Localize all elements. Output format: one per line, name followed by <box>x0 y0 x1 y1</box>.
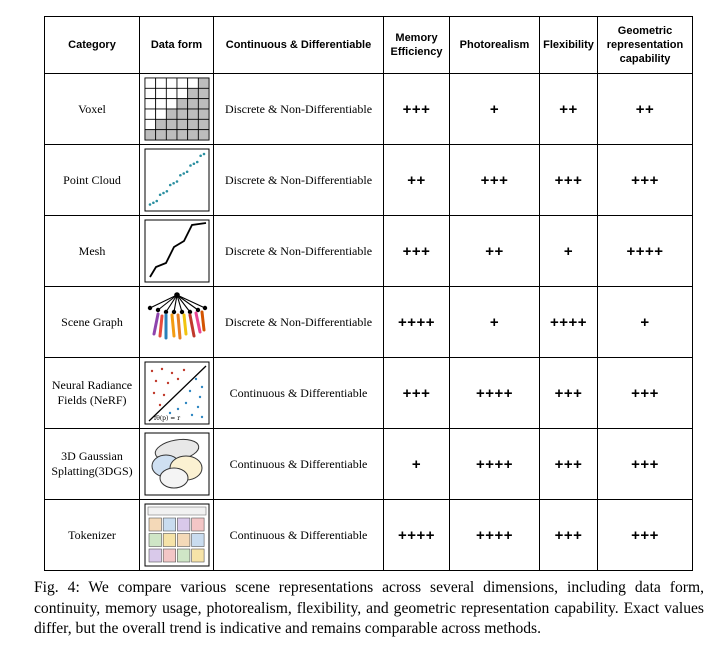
token-cell <box>191 534 204 547</box>
voxel-cell <box>155 78 166 88</box>
token-cell <box>163 534 176 547</box>
point-dot <box>199 154 202 157</box>
voxel-cell <box>198 78 209 88</box>
category-cell: Scene Graph <box>45 287 140 358</box>
header-category: Category <box>45 17 140 74</box>
voxel-cell <box>187 109 198 119</box>
memory-score: +++ <box>384 216 450 287</box>
voxel-cell <box>166 119 177 129</box>
token-cell <box>191 549 204 562</box>
voxel-cell <box>166 109 177 119</box>
header-geometric-line: Geometric <box>617 25 673 37</box>
voxel-cell <box>198 109 209 119</box>
voxel-cell <box>145 88 156 98</box>
voxel-cell <box>145 130 156 140</box>
voxel-cell <box>145 119 156 129</box>
nerf-dot <box>188 390 190 392</box>
table-row <box>45 500 693 571</box>
voxel-cell <box>155 99 166 109</box>
figure-caption: Fig. 4: We compare various scene representations across several dimensions, including data form, continuity, memory usage, photorealism, flexibility, and geometric representation capability. Exact values differ, but the overall trend is indicative and remains comparable across methods. <box>34 579 704 637</box>
header-geometric-line: capability <box>619 53 671 65</box>
table-row <box>45 429 693 500</box>
point-dot <box>185 170 188 173</box>
voxel-cell <box>155 119 166 129</box>
category-cell: Point Cloud <box>45 145 140 216</box>
voxel-cell <box>155 109 166 119</box>
nerf-scatter-icon <box>144 361 210 425</box>
category-line: Fields (NeRF) <box>57 393 127 407</box>
scene-graph-tree-icon <box>144 290 210 354</box>
nerf-dot <box>190 414 192 416</box>
point-dot <box>162 192 165 195</box>
category-line: Splatting(3DGS) <box>51 464 133 478</box>
nerf-function-label: fθ(p) = r <box>153 415 180 422</box>
data-form-cell <box>140 287 214 358</box>
data-form-cell <box>140 145 214 216</box>
token-cell <box>149 549 162 562</box>
continuity-cell: Discrete & Non-Differentiable <box>214 216 384 287</box>
voxel-cell <box>166 88 177 98</box>
point-dot <box>202 153 205 156</box>
mesh-polyline-icon <box>144 219 210 283</box>
token-cell <box>149 534 162 547</box>
geometric-score: + <box>598 287 693 358</box>
flexibility-score: ++++ <box>540 287 598 358</box>
voxel-cell <box>145 99 156 109</box>
flexibility-score: ++ <box>540 74 598 145</box>
comparison-table <box>44 16 693 571</box>
category-cell <box>45 358 140 429</box>
voxel-grid-icon <box>144 77 210 141</box>
nerf-dot <box>200 386 202 388</box>
nerf-dot <box>162 394 164 396</box>
flexibility-score: +++ <box>540 429 598 500</box>
data-form-cell <box>140 500 214 571</box>
photorealism-score: ++ <box>450 216 540 287</box>
category-cell <box>45 429 140 500</box>
category-line: 3D Gaussian <box>61 449 123 463</box>
nerf-dot <box>184 402 186 404</box>
table-row <box>45 358 693 429</box>
continuity-cell: Discrete & Non-Differentiable <box>214 287 384 358</box>
point-dot <box>175 180 178 183</box>
header-flexibility: Flexibility <box>540 17 598 74</box>
geometric-score: +++ <box>598 145 693 216</box>
point-dot <box>182 172 185 175</box>
photorealism-score: + <box>450 287 540 358</box>
point-dot <box>155 200 158 203</box>
nerf-dot <box>196 406 198 408</box>
voxel-cell <box>166 99 177 109</box>
voxel-cell <box>177 88 188 98</box>
voxel-cell <box>187 119 198 129</box>
nerf-dot <box>168 412 170 414</box>
category-cell: Voxel <box>45 74 140 145</box>
memory-score: +++ <box>384 358 450 429</box>
nerf-dot <box>176 408 178 410</box>
point-dot <box>192 162 195 165</box>
data-form-cell <box>140 358 214 429</box>
continuity-cell: Discrete & Non-Differentiable <box>214 145 384 216</box>
memory-score: ++++ <box>384 500 450 571</box>
token-cell <box>191 518 204 531</box>
voxel-cell <box>177 109 188 119</box>
header-memory-line: Efficiency <box>390 46 443 58</box>
flexibility-score: +++ <box>540 358 598 429</box>
header-photorealism: Photorealism <box>450 17 540 74</box>
point-dot <box>195 161 198 164</box>
voxel-cell <box>177 119 188 129</box>
category-line: Neural Radiance <box>51 378 133 392</box>
photorealism-score: ++++ <box>450 358 540 429</box>
continuity-cell: Continuous & Differentiable <box>214 358 384 429</box>
header-data-form: Data form <box>140 17 214 74</box>
continuity-cell: Continuous & Differentiable <box>214 429 384 500</box>
memory-score: +++ <box>384 74 450 145</box>
token-cell <box>163 549 176 562</box>
point-dot <box>168 184 171 187</box>
table-row <box>45 216 693 287</box>
nerf-dot <box>158 404 160 406</box>
photorealism-score: ++++ <box>450 500 540 571</box>
photorealism-score: + <box>450 74 540 145</box>
table-row <box>45 74 693 145</box>
voxel-cell <box>155 88 166 98</box>
voxel-cell <box>177 99 188 109</box>
nerf-dot <box>200 416 202 418</box>
point-dot <box>179 174 182 177</box>
point-dot <box>189 164 192 167</box>
nerf-dot <box>150 370 152 372</box>
category-cell: Mesh <box>45 216 140 287</box>
header-memory <box>384 17 450 74</box>
photorealism-score: ++++ <box>450 429 540 500</box>
token-cell <box>149 518 162 531</box>
memory-score: ++++ <box>384 287 450 358</box>
voxel-cell <box>198 88 209 98</box>
nerf-dot <box>166 382 168 384</box>
point-dot <box>165 190 168 193</box>
flexibility-score: + <box>540 216 598 287</box>
voxel-cell <box>145 109 156 119</box>
header-geometric-line: representation <box>606 39 684 51</box>
nerf-dot <box>152 392 154 394</box>
nerf-dot <box>160 368 162 370</box>
voxel-cell <box>145 78 156 88</box>
header-continuous: Continuous & Differentiable <box>214 17 384 74</box>
table-row <box>45 287 693 358</box>
continuity-cell: Discrete & Non-Differentiable <box>214 74 384 145</box>
nerf-dot <box>154 380 156 382</box>
nerf-dot <box>194 378 196 380</box>
nerf-dot <box>176 378 178 380</box>
geometric-score: ++ <box>598 74 693 145</box>
voxel-cell <box>187 130 198 140</box>
token-cell <box>177 534 190 547</box>
voxel-cell <box>198 99 209 109</box>
voxel-cell <box>187 78 198 88</box>
category-cell: Tokenizer <box>45 500 140 571</box>
token-cell <box>163 518 176 531</box>
geometric-score: +++ <box>598 500 693 571</box>
point-dot <box>152 201 155 204</box>
voxel-cell <box>198 119 209 129</box>
flexibility-score: +++ <box>540 145 598 216</box>
token-cell <box>177 549 190 562</box>
point-cloud-icon <box>144 148 210 212</box>
voxel-cell <box>177 130 188 140</box>
voxel-cell <box>187 88 198 98</box>
point-dot <box>172 182 175 185</box>
nerf-dot <box>170 372 172 374</box>
voxel-cell <box>198 130 209 140</box>
token-header-bar <box>148 507 206 515</box>
gaussian-ellipses-icon <box>144 432 210 496</box>
geometric-score: ++++ <box>598 216 693 287</box>
header-memory-line: Memory <box>395 32 438 44</box>
voxel-cell <box>166 130 177 140</box>
token-cell <box>177 518 190 531</box>
point-dot <box>158 193 161 196</box>
data-form-cell <box>140 216 214 287</box>
continuity-cell: Continuous & Differentiable <box>214 500 384 571</box>
geometric-score: +++ <box>598 429 693 500</box>
token-grid-icon <box>144 503 210 567</box>
table-row <box>45 145 693 216</box>
geometric-score: +++ <box>598 358 693 429</box>
memory-score: ++ <box>384 145 450 216</box>
memory-score: + <box>384 429 450 500</box>
data-form-cell <box>140 74 214 145</box>
voxel-cell <box>155 130 166 140</box>
voxel-cell <box>166 78 177 88</box>
header-geometric <box>598 17 693 74</box>
table-header-row <box>45 17 693 74</box>
photorealism-score: +++ <box>450 145 540 216</box>
data-form-cell <box>140 429 214 500</box>
flexibility-score: +++ <box>540 500 598 571</box>
nerf-dot <box>182 369 184 371</box>
voxel-cell <box>187 99 198 109</box>
nerf-dot <box>198 396 200 398</box>
point-dot <box>148 203 151 206</box>
voxel-cell <box>177 78 188 88</box>
